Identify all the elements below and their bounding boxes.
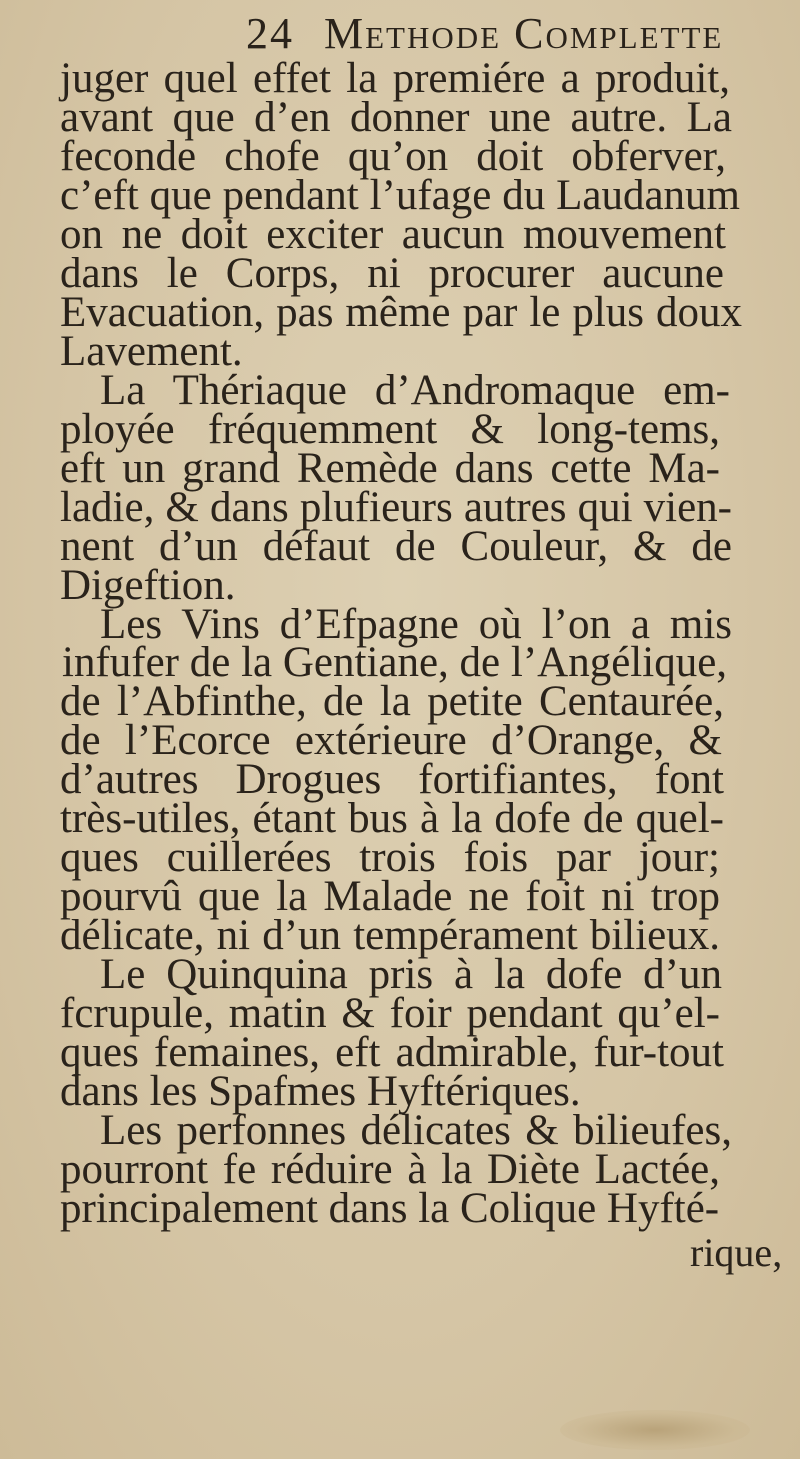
text-line: infufer de la Gentiane, de l’Angélique, xyxy=(62,639,728,686)
text-line: Les Vins d’Efpagne où l’on a mis xyxy=(100,601,732,648)
text-line: Digeftion. xyxy=(60,562,236,609)
text-line: fcrupule, matin & foir pendant qu’el- xyxy=(60,990,720,1037)
text-line: pourvû que la Malade ne foit ni trop xyxy=(60,873,720,920)
text-line: eft un grand Remède dans cette Ma- xyxy=(60,445,720,492)
text-line: ladie, & dans plufieurs autres qui vien- xyxy=(60,484,732,531)
text-line: Le Quinquina pris à la dofe d’un xyxy=(100,951,722,998)
text-line: ques cuillerées trois fois par jour; xyxy=(60,834,720,881)
text-line: principalement dans la Colique Hyfté- xyxy=(60,1185,720,1232)
text-line: ployée fréquemment & long-tems, xyxy=(60,406,720,453)
text-line: dans le Corps, ni procurer aucune xyxy=(60,250,724,297)
text-line: La Thériaque d’Andromaque em- xyxy=(100,367,730,414)
text-line: délicate, ni d’un tempérament bilieux. xyxy=(60,912,720,959)
text-line: dans les Spafmes Hyftériques. xyxy=(60,1068,581,1115)
catchword: rique, xyxy=(690,1230,783,1275)
text-line: très-utiles, étant bus à la dofe de quel- xyxy=(60,795,724,842)
text-line: ques femaines, eft admirable, fur-tout xyxy=(60,1029,724,1076)
text-line: feconde chofe qu’on doit obferver, xyxy=(60,133,726,180)
text-line: Les perfonnes délicates & bilieufes, xyxy=(100,1107,732,1154)
text-line: pourront fe réduire à la Diète Lactée, xyxy=(60,1146,720,1193)
text-line: avant que d’en donner une autre. La xyxy=(60,94,732,141)
text-line: on ne doit exciter aucun mouvement xyxy=(60,211,726,258)
text-line: Lavement. xyxy=(60,328,243,375)
text-line: nent d’un défaut de Couleur, & de xyxy=(60,523,732,570)
ink-smudge xyxy=(560,1410,750,1450)
text-line: juger quel effet la premiére a produit, xyxy=(60,55,730,102)
text-line: c’eft que pendant l’ufage du Laudanum xyxy=(60,172,740,219)
page-number: 24 xyxy=(246,9,294,58)
text-line: de l’Ecorce extérieure d’Orange, & xyxy=(60,717,722,764)
text-line: de l’Abfinthe, de la petite Centaurée, xyxy=(60,678,724,725)
text-line: Evacuation, pas même par le plus doux xyxy=(60,289,742,336)
text-line: d’autres Drogues fortifiantes, font xyxy=(60,756,724,803)
running-title: Methode Complette xyxy=(324,9,724,58)
